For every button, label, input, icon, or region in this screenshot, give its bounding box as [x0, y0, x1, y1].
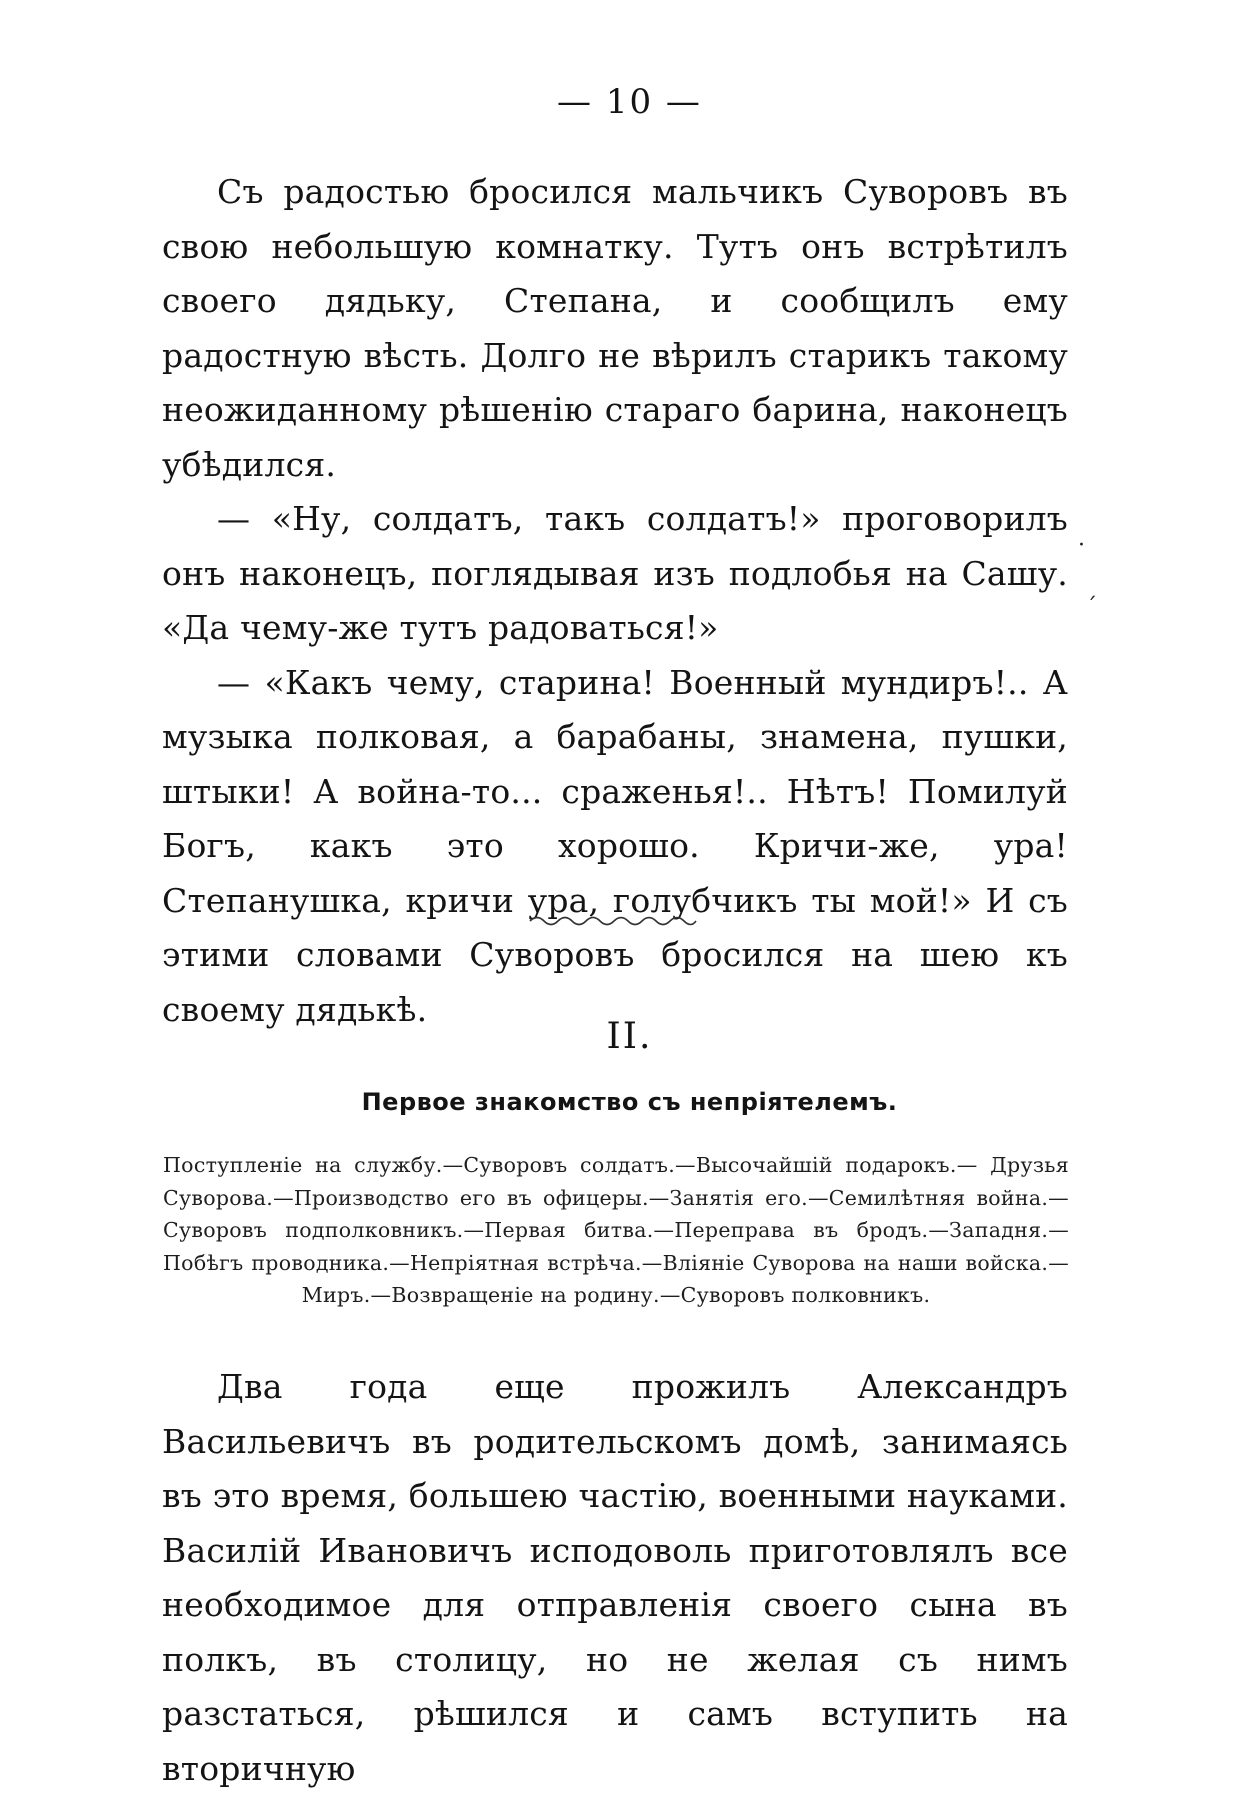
wavy-divider-ornament: [528, 912, 698, 928]
continuation-text: [162, 165, 1068, 1037]
paragraph: Съ радостью бросился мальчикъ Суворовъ въ свою небольшую комнатку. Тутъ онъ встрѣтилъ своего дядьку, Степана, и сообщилъ ему радостную вѣсть. Долго не вѣрилъ старикъ такому неожиданному рѣшенію стараго барина, наконецъ убѣдился.: [162, 172, 1068, 484]
paragraph: Два года еще прожилъ Александръ Васильевичъ въ родительскомъ домѣ, занимаясь въ это время, большею частію, военными науками. Василій Ивановичъ исподоволь приготовлялъ все необходимое для отправленія своего сына въ полкъ, въ столицу, но не желая съ нимъ разстаться, рѣшился и самъ вступить на вторичную: [162, 1367, 1068, 1788]
chapter-summary: Поступленіе на службу.—Суворовъ солдатъ.—Высочайшій подарокъ.— Друзья Суворова.—Производство его въ офицеры.—Занятія его.—Семилѣтняя война.—Суворовъ подполковникъ.—Первая битва.—Переправа въ бродъ.—Западня.—Побѣгъ проводника.—Непріятная встрѣча.—Вліяніе Суворова на наши войска.—Миръ.—Возвращеніе на родину.—Суворовъ полковникъ.: [163, 1153, 1069, 1307]
chapter-body-text: [162, 1360, 1068, 1796]
page-number: — 10 —: [557, 82, 702, 122]
paragraph: — «Какъ чему, старина! Военный мундиръ!.. А музыка полковая, а барабаны, знамена, пушки, штыки! А война-то... сраженья!.. Нѣтъ! Помилуй Богъ, какъ это хорошо. Кричи-же, ура! Степанушка, кричи ура, голубчикъ ты мой!» И съ этими словами Суворовъ бросился на шею къ своему дядькѣ.: [162, 662, 1068, 1029]
chapter-number: II.: [606, 1016, 653, 1057]
paragraph: — «Ну, солдатъ, такъ солдатъ!» проговорилъ онъ наконецъ, поглядывая изъ подлобья на Сашу. «Да чему-же тутъ радоваться!»: [162, 499, 1068, 647]
margin-dot-mark: ·: [1078, 533, 1085, 558]
margin-tick-mark: ˊ: [1086, 595, 1097, 620]
chapter-title: Первое знакомство съ непріятелемъ.: [361, 1088, 898, 1116]
